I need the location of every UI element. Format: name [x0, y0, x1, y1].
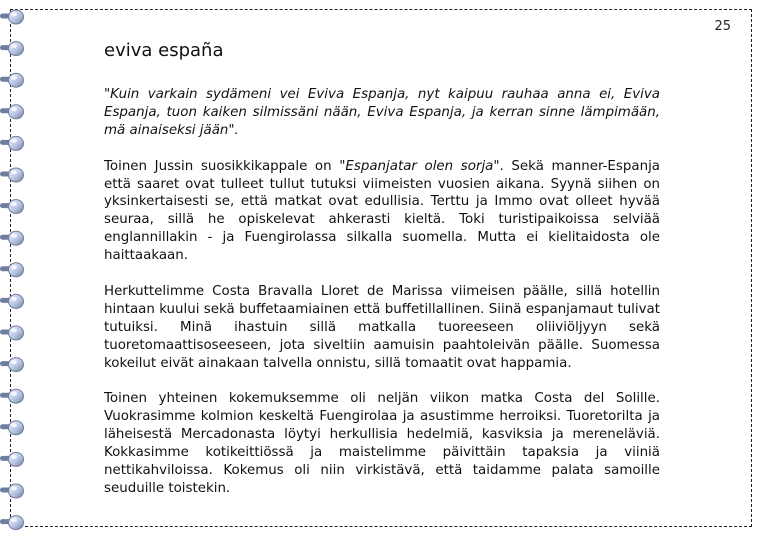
paragraph-1-start: Toinen Jussin suosikkikappale on — [104, 158, 340, 174]
paragraph-1 — [104, 158, 660, 265]
binding-ring-icon — [0, 168, 24, 182]
binding-ring-icon — [0, 105, 24, 119]
binding-ring-icon — [0, 294, 24, 308]
paragraph-1-rest: . Sekä manner-Espanja että saaret ovat tulleet tullut tutuksi viimeisten vuosien aikana. Syynä siihen on yksinkertaisesti se, että matkat ovat edullisia. Terttu ja Immo ovat olleet hyvää seuraa, sillä he opiskelevat ahkerasti kieltä. Toki turistipaikoissa selviää englannillakin - ja Fuengirolassa silkalla suomella. Mutta ei kielitaidosta ole haittaakaan. — [104, 158, 660, 264]
binding-ring-icon — [0, 358, 24, 372]
binding-ring-icon — [0, 484, 24, 498]
paragraph-3: Toinen yhteinen kokemuksemme oli neljän viikon matka Costa del Solille. Vuokrasimme kolmion keskeltä Fuengirolaa ja asustimme herroiksi. Tuoretorilta ja läheisestä Mercadonasta löytyi herkullisia hedelmiä, kasviksia ja mereneläviä. Kokkasimme kotikeittiössä ja maistelimme päivittäin tapaksia ja viiniä nettikahviloissa. Kokemus oli niin virkistävä, että taidamme palata samoille seuduille toistekin. — [104, 391, 660, 496]
page-number: 25 — [714, 19, 731, 34]
song-title: "Espanjatar olen sorja" — [339, 158, 500, 174]
binding-ring-icon — [0, 73, 24, 87]
binding-ring-icon — [0, 136, 24, 150]
binding-ring-icon — [0, 516, 24, 530]
binding-ring-icon — [0, 10, 24, 24]
song-quote: "Kuin varkain sydämeni vei Eviva Espanja, nyt kaipuu rauhaa anna ei, Eviva Espanja, tuon kaiken silmissäni nään, Eviva Espanja, ja kerran sinne lämpimään, mä ainaiseksi jään". — [104, 87, 660, 138]
paragraph-2: Herkuttelimme Costa Bravalla Lloret de Marissa viimeisen päälle, sillä hotellin hintaan kuului sekä buffetaamiainen että buffetillallinen. Siinä espanjamaut tulivat tutuiksi. Minä ihastuin sillä matkalla tuoreeseen oliiviöljyyn sekä tuoretomaattisoseeseen, jota siveltiin aamuisin paahtoleivän päälle. Suomessa kokeilut eivät ainakaan talvella onnistu, sillä tomaatit ovat happamia. — [104, 283, 660, 371]
binding-ring-icon — [0, 200, 24, 214]
binding-ring-icon — [0, 389, 24, 403]
binding-ring-icon — [0, 263, 24, 277]
spiral-binding — [0, 0, 28, 537]
binding-ring-icon — [0, 231, 24, 245]
binding-ring-icon — [0, 42, 24, 56]
article-body — [104, 86, 660, 516]
binding-ring-icon — [0, 421, 24, 435]
page-title: eviva españa — [104, 40, 224, 61]
binding-ring-icon — [0, 452, 24, 466]
binding-ring-icon — [0, 326, 24, 340]
